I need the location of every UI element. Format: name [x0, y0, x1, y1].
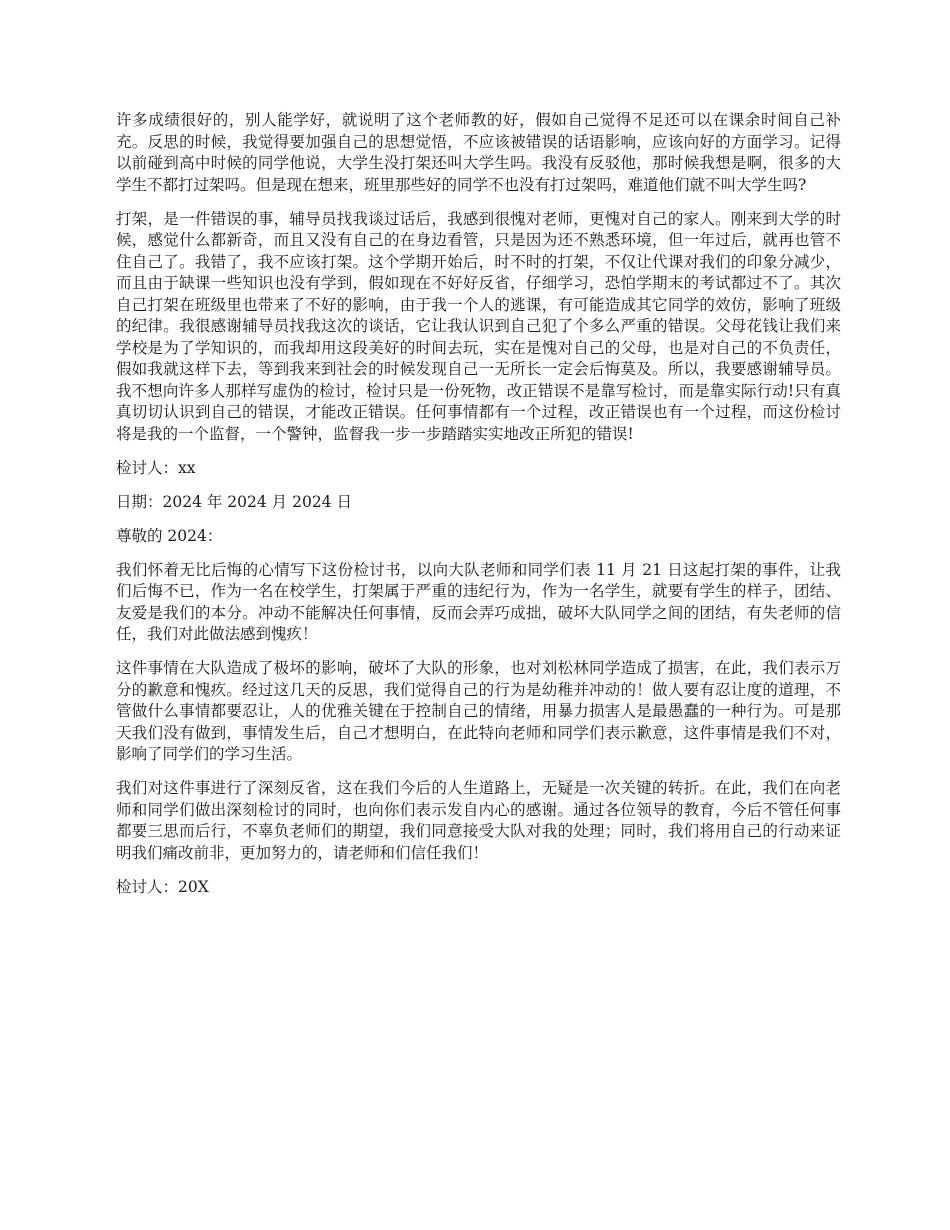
document-body [116, 110, 841, 911]
paragraph-apology-intro: 我们怀着无比后悔的心情写下这份检讨书，以向大队老师和同学们表 11 月 21 日这起打架的事件，让我们后悔不已，作为一名在校学生，打架属于严重的违纪行为，作为一名学生，就要有学生的样子，团结、友爱是我们的本分。冲动不能解决任何事情，反而会弄巧成拙，破坏大队同学之间的团结，有失老师的信任，我们对此做法感到愧疚！ [116, 560, 841, 643]
date-line: 日期：2024 年 2024 月 2024 日 [116, 492, 352, 511]
paragraph-impact: 这件事情在大队造成了极坏的影响，破坏了大队的形象，也对刘松林同学造成了损害，在此，我们表示万分的歉意和愧疚。经过这几天的反思，我们觉得自己的行为是幼稚并冲动的！做人要有忍让度的道理，不管做什么事情都要忍让，人的优雅关键在于控制自己的情绪，用暴力损害人是最愚蠢的一种行为。可是那天我们没有做到，事情发生后，自己才想明白，在此特向老师和同学们表示歉意，这件事情是我们不对，影响了同学们的学习生活。 [116, 659, 841, 763]
salutation: 尊敬的 2024： [116, 526, 223, 545]
signature-line-2: 检讨人：20X [116, 877, 209, 896]
signature-line: 检讨人：xx [116, 458, 196, 477]
paragraph-reflection: 许多成绩很好的，别人能学好，就说明了这个老师教的好，假如自己觉得不足还可以在课余时间自己补充。反思的时候，我觉得要加强自己的思想觉悟，不应该被错误的话语影响，应该向好的方面学习。记得以前碰到高中时候的同学他说，大学生没打架还叫大学生吗。我没有反驳他，那时候我想是啊，很多的大学生不都打过架吗。但是现在想来，班里那些好的同学不也没有打过架吗，难道他们就不叫大学生吗? [116, 111, 841, 194]
paragraph-fighting-self-criticism: 打架，是一件错误的事，辅导员找我谈过话后，我感到很愧对老师，更愧对自己的家人。刚来到大学的时候，感觉什么都新奇，而且又没有自己的在身边看管，只是因为还不熟悉环境，但一年过后，就再也管不住自己了。我错了，我不应该打架。这个学期开始后，时不时的打架，不仅让代课对我们的印象分减少，而且由于缺课一些知识也没有学到，假如现在不好好反省，仔细学习，恐怕学期末的考试都过不了。其次自己打架在班级里也带来了不好的影响，由于我一个人的逃课，有可能造成其它同学的效仿，影响了班级的纪律。我很感谢辅导员找我这次的谈话，它让我认识到自己犯了个多么严重的错误。父母花钱让我们来学校是为了学知识的，而我却用这段美好的时间去玩，实在是愧对自己的父母，也是对自己的不负责任，假如我就这样下去，等到我来到社会的时候发现自己一无所长一定会后悔莫及。所以，我要感谢辅导员。我不想向许多人那样写虚伪的检讨，检讨只是一份死物，改正错误不是靠写检讨，而是靠实际行动!只有真真切切认识到自己的错误，才能改正错误。任何事情都有一个过程，改正错误也有一个过程，而这份检讨将是我的一个监督，一个警钟，监督我一步一步踏踏实实地改正所犯的错误! [116, 209, 841, 443]
paragraph-resolution: 我们对这件事进行了深刻反省，这在我们今后的人生道路上，无疑是一次关键的转折。在此，我们在向老师和同学们做出深刻检讨的同时，也向你们表示发自内心的感谢。通过各位领导的教育，今后不管任何事都要三思而后行，不辜负老师们的期望，我们同意接受大队对我的处理；同时，我们将用自己的行动来证明我们痛改前非，更加努力的，请老师和们信任我们！ [116, 779, 841, 862]
